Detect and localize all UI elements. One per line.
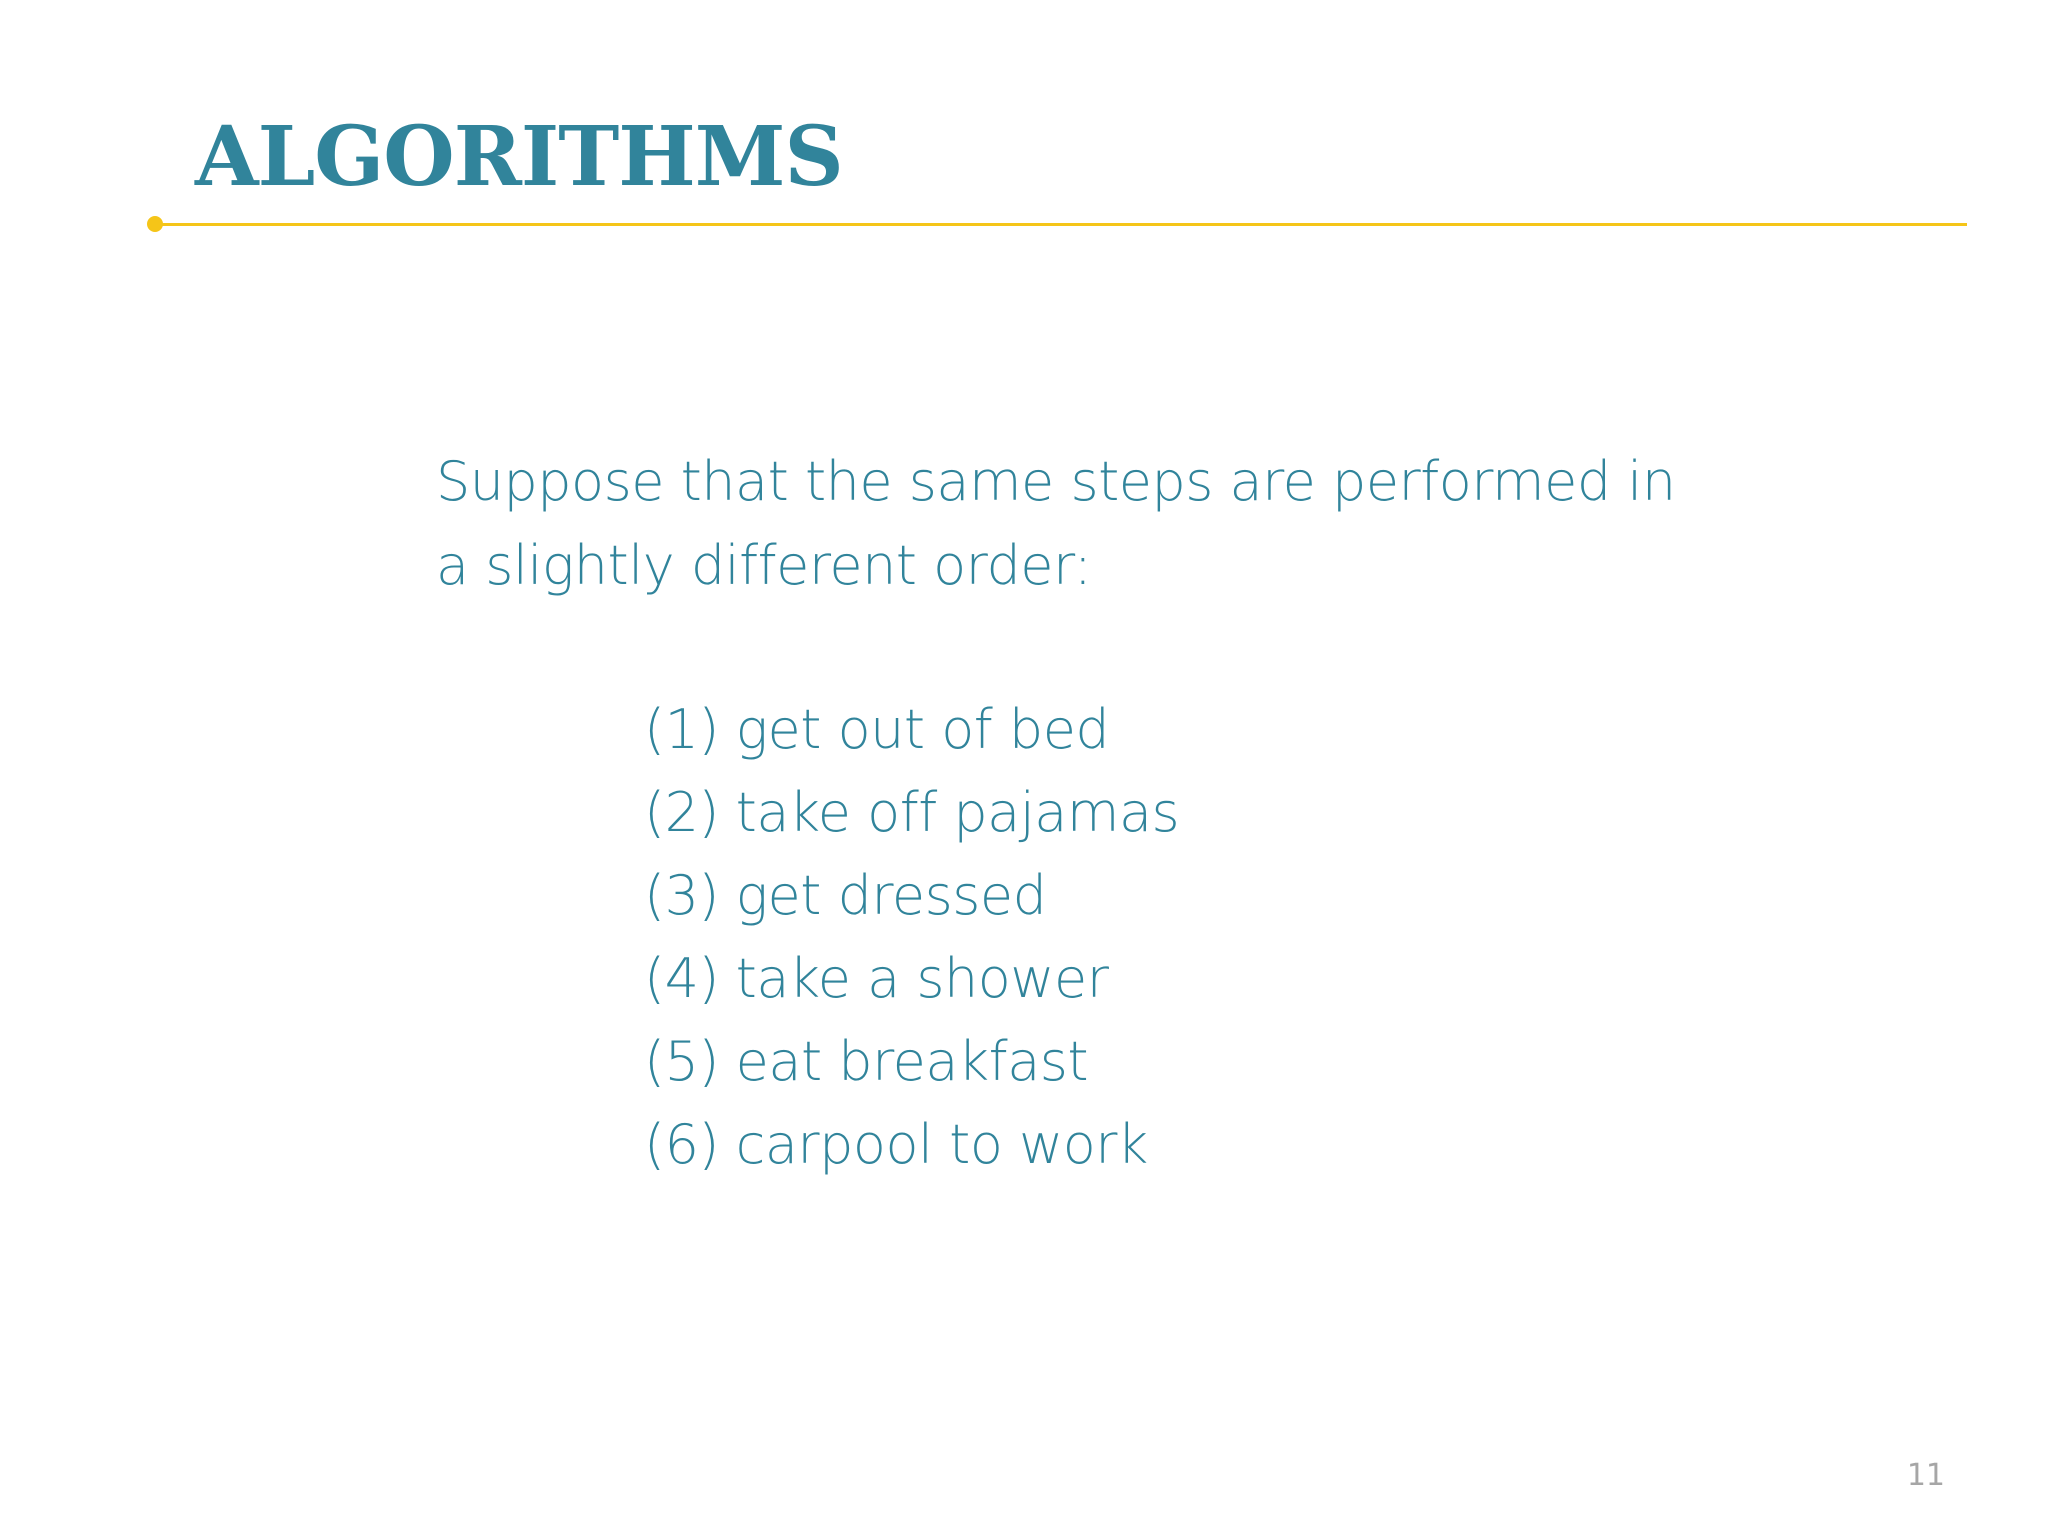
step-item: (3) get dressed	[644, 864, 1047, 927]
step-item: (1) get out of bed	[644, 698, 1110, 761]
step-item: (5) eat breakfast	[644, 1030, 1089, 1093]
intro-text: Suppose that the same steps are performed in a slightly different order:	[436, 450, 1676, 597]
step-item: (4) take a shower	[644, 947, 1109, 1010]
steps-list	[644, 688, 1179, 1186]
page-number: 11	[1906, 1458, 1945, 1493]
slide-title: ALGORITHMS	[195, 109, 843, 205]
step-item: (2) take off pajamas	[644, 781, 1180, 844]
title-rule	[155, 223, 1967, 226]
step-item: (6) carpool to work	[644, 1113, 1148, 1176]
